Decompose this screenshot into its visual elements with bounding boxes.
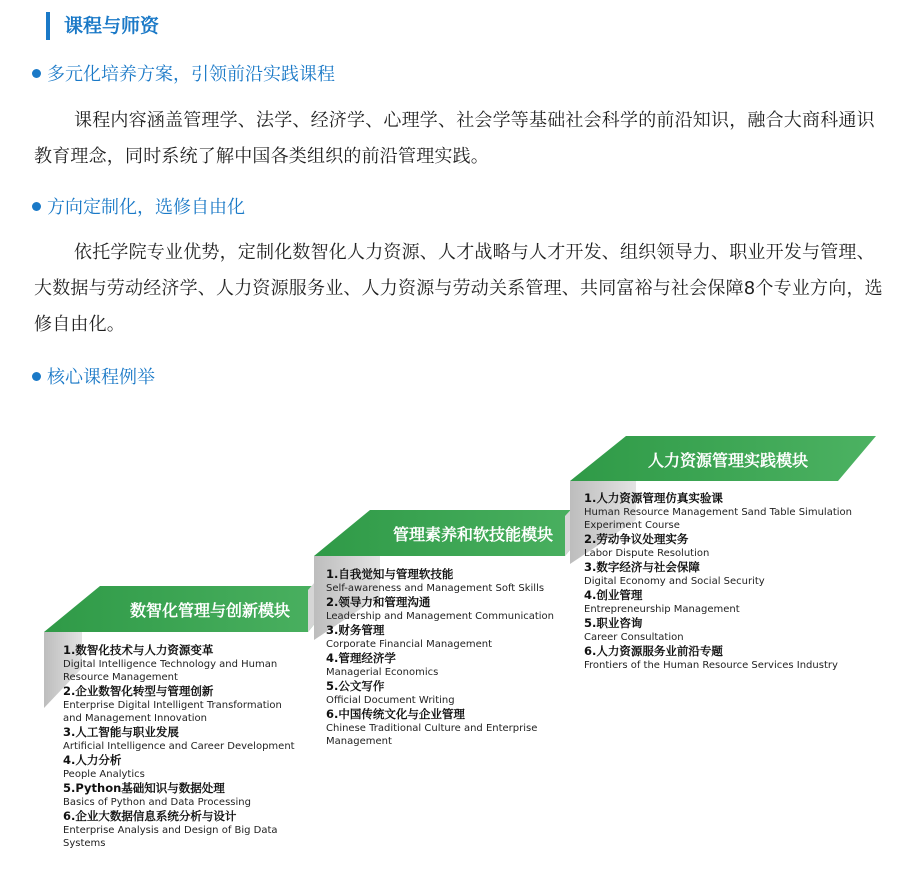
- course-en: Entrepreneurship Management: [584, 604, 740, 615]
- module-2-course-list: [326, 567, 561, 748]
- course-cn: 6.人力资源服务业前沿专题: [584, 644, 723, 658]
- course-en: Self-awareness and Management Soft Skills: [326, 583, 545, 594]
- course-cn: 2.劳动争议处理实务: [584, 532, 689, 546]
- course-cn: 4.管理经济学: [326, 651, 396, 665]
- course-en: People Analytics: [63, 769, 145, 780]
- module-2-title: 管理素养和软技能模块: [392, 525, 553, 544]
- module-1-course-list: [63, 643, 303, 850]
- course-en: Leadership and Management Communication: [326, 611, 555, 622]
- course-cn: 1.自我觉知与管理软技能: [326, 567, 454, 581]
- course-en: Human Resource Management Sand Table Simulation Experiment Course: [584, 507, 852, 531]
- course-cn: 5.Python基础知识与数据处理: [63, 781, 225, 795]
- course-en: Enterprise Digital Intelligent Transformation and Management Innovation: [63, 700, 282, 724]
- course-item: [63, 643, 303, 684]
- course-en: Frontiers of the Human Resource Services Industry: [584, 660, 838, 671]
- course-item: [63, 753, 303, 781]
- course-item: [326, 595, 561, 623]
- course-en: Official Document Writing: [326, 695, 455, 706]
- course-item: [326, 679, 561, 707]
- course-cn: 1.人力资源管理仿真实验课: [584, 491, 723, 505]
- heading-text: 核心课程例举: [47, 367, 155, 388]
- course-en: Labor Dispute Resolution: [584, 548, 710, 559]
- module-3-course-list: [584, 491, 864, 672]
- course-item: [326, 707, 561, 748]
- course-en: Artificial Intelligence and Career Development: [63, 741, 295, 752]
- course-en: Managerial Economics: [326, 667, 439, 678]
- module-1-title: 数智化管理与创新模块: [129, 601, 290, 620]
- course-item: [63, 725, 303, 753]
- paragraph-curriculum: 课程内容涵盖管理学、法学、经济学、心理学、社会学等基础社会科学的前沿知识，融合大商科通识教育理念，同时系统了解中国各类组织的前沿管理实践。: [34, 110, 875, 167]
- course-item: [63, 684, 303, 725]
- heading-text: 方向定制化，选修自由化: [47, 197, 245, 218]
- section-title: 课程与师资: [46, 12, 159, 40]
- course-item: [584, 491, 864, 532]
- module-3-title: 人力资源管理实践模块: [647, 451, 808, 470]
- course-item: [584, 616, 864, 644]
- course-cn: 3.人工智能与职业发展: [63, 725, 179, 739]
- course-item: [584, 532, 864, 560]
- course-item: [584, 560, 864, 588]
- course-en: Career Consultation: [584, 632, 684, 643]
- course-en: Enterprise Analysis and Design of Big Data Systems: [63, 825, 278, 849]
- course-en: Digital Intelligence Technology and Human Resource Management: [63, 659, 278, 683]
- course-item: [584, 644, 864, 672]
- course-item: [63, 781, 303, 809]
- course-en: Basics of Python and Data Processing: [63, 797, 251, 808]
- course-cn: 3.财务管理: [326, 623, 385, 637]
- course-cn: 3.数字经济与社会保障: [584, 560, 700, 574]
- course-cn: 2.企业数智化转型与管理创新: [63, 684, 214, 698]
- course-cn: 6.中国传统文化与企业管理: [326, 707, 465, 721]
- course-cn: 2.领导力和管理沟通: [326, 595, 431, 609]
- paragraph-directions: 依托学院专业优势，定制化数智化人力资源、人才战略与人才开发、组织领导力、职业开发与管理、大数据与劳动经济学、人力资源服务业、人力资源与劳动关系管理、共同富裕与社会保障8个专业方向，选修自由化。: [34, 242, 883, 335]
- heading-text: 多元化培养方案，引领前沿实践课程: [47, 64, 335, 85]
- course-item: [584, 588, 864, 616]
- course-item: [326, 567, 561, 595]
- course-cn: 4.创业管理: [584, 588, 643, 602]
- course-cn: 5.公文写作: [326, 679, 385, 693]
- course-item: [326, 651, 561, 679]
- course-cn: 5.职业咨询: [584, 616, 643, 630]
- course-en: Chinese Traditional Culture and Enterprise Management: [326, 723, 538, 747]
- course-en: Digital Economy and Social Security: [584, 576, 765, 587]
- course-cn: 4.人力分析: [63, 753, 122, 767]
- course-cn: 6.企业大数据信息系统分析与设计: [63, 809, 237, 823]
- course-en: Corporate Financial Management: [326, 639, 493, 650]
- course-cn: 1.数智化技术与人力资源变革: [63, 643, 214, 657]
- course-item: [326, 623, 561, 651]
- course-item: [63, 809, 303, 850]
